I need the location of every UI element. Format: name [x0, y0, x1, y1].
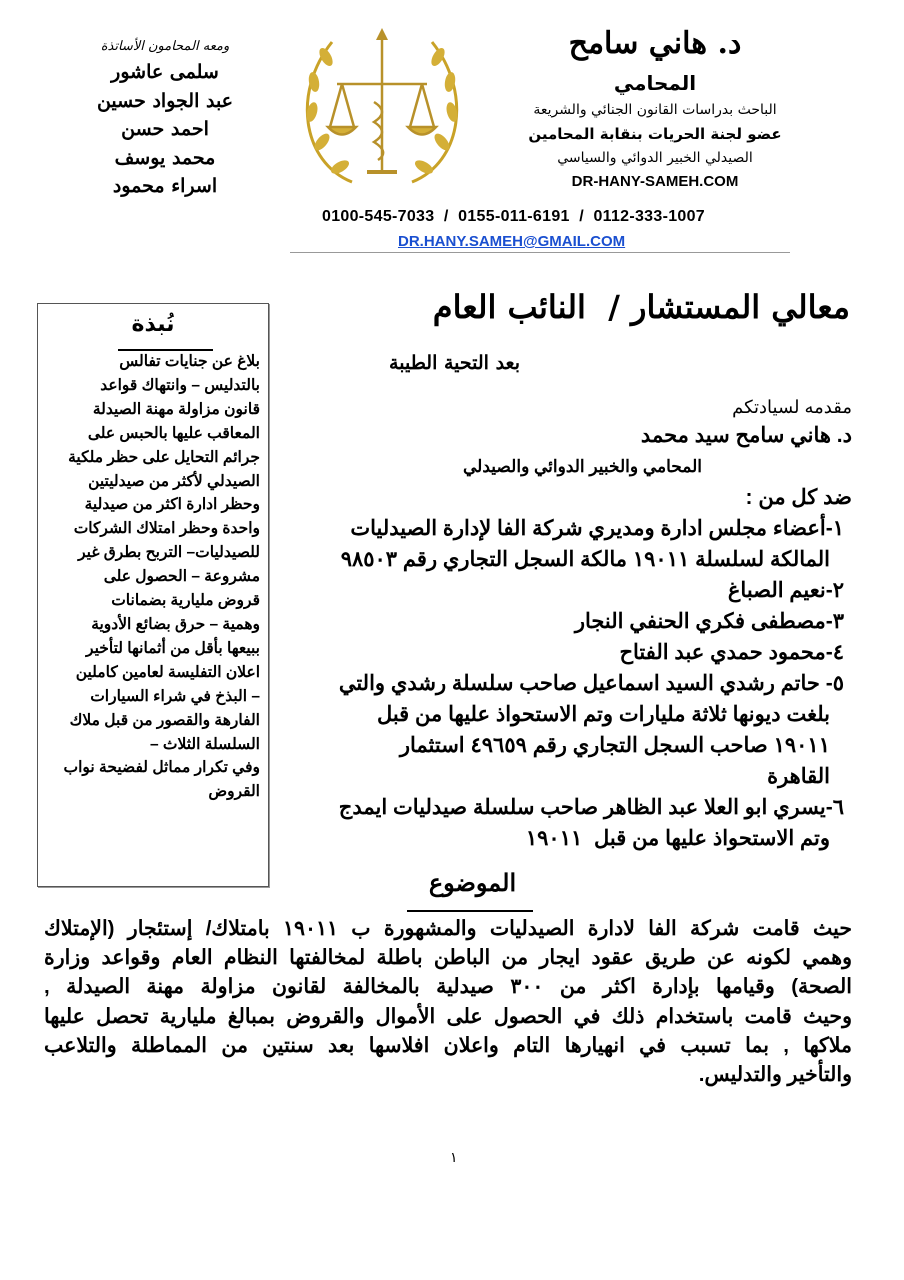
defendant-item: وتم الاستحواذ عليها من قبل ١٩٠١١ [525, 827, 830, 850]
summary-box [37, 303, 269, 887]
scales-of-justice-logo-icon [292, 22, 472, 192]
summary-line: اعلان التفليسة لعامين كاملين [75, 663, 260, 681]
website-link[interactable]: DR-HANY-SAMEH.COM [571, 173, 739, 190]
defendant-item: ٣-مصطفى فكري الحنفي النجار [574, 610, 844, 633]
summary-line: وحظر ادارة اكثر من صيدلية [84, 496, 260, 514]
defendant-item: ٤-محمود حمدي عبد الفتاح [619, 641, 844, 664]
summary-line: القروض [208, 783, 260, 801]
paragraph-line: والتأخير والتدليس. [698, 1063, 852, 1087]
subject-underline [407, 910, 533, 912]
complainant-name: د. هاني سامح سيد محمد [640, 424, 852, 447]
summary-line: وفي تكرار مماثل لفضيحة نواب [63, 759, 260, 777]
summary-line: جرائم التحايل على حظر ملكية [68, 448, 260, 466]
defendant-item: بلغت ديونها ثلاثة مليارات وتم الاستحواذ عليها من قبل [376, 703, 830, 726]
intro-line: مقدمه لسيادتكم [732, 397, 852, 417]
defendant-item: القاهرة [767, 765, 830, 788]
team-member: عبد الجواد حسين [96, 89, 234, 112]
team-list [70, 36, 260, 201]
subject-heading: الموضوع [428, 868, 517, 897]
summary-line: بالتدليس – وانتهاك قواعد [100, 376, 260, 394]
credential-line: الباحث بدراسات القانون الجنائي والشريعة [533, 102, 777, 118]
summary-line: بلاغ عن جنايات تفالس [119, 353, 260, 370]
page-number: ١ [450, 1150, 458, 1166]
phone-numbers: 0100-545-7033 / 0155-011-6191 / 0112-333-1007 [322, 208, 706, 225]
defendant-item: ١٩٠١١ صاحب السجل التجاري رقم ٤٩٦٥٩ استثمار [399, 734, 830, 757]
summary-line: ببيعها بأقل من أثمانها لتأخير [86, 639, 260, 657]
summary-line: واحدة وحظر امتلاك الشركات [73, 520, 260, 538]
paragraph-line: ملاكها , بما تسبب في انهيارها التام واعلان افلاسها بعد سنتين من المماطلة والتلاعب [44, 1033, 852, 1057]
summary-line: – البذخ في شراء السيارات [90, 687, 260, 705]
email-link[interactable]: DR.HANY.SAMEH@GMAIL.COM [398, 233, 626, 250]
paragraph-line: وهمي لكونه عن طريق عقود ايجار من الباطن باطلة لمخالفتها النظام العام وقواعد وزارة [44, 946, 852, 970]
team-member: محمد يوسف [114, 146, 216, 169]
profession: المحامي [613, 71, 697, 95]
defendant-item: ١-أعضاء مجلس ادارة ومديري شركة الفا لإدارة الصيدليات [350, 517, 844, 540]
summary-line: وهمية – حرق بضائع الأدوية [91, 615, 260, 633]
credential-line: الصيدلي الخبير الدوائي والسياسي [557, 150, 753, 166]
paragraph-line: حيث قامت شركة الفا لادارة الصيدليات والمشهورة ب ١٩٠١١ بامتلاك/ إستئجار (الإمتلاك [44, 917, 852, 940]
defendant-item: ٦-يسري ابو العلا عبد الظاهر صاحب سلسلة صيدليات ايمدج [338, 796, 844, 819]
summary-line: قروض مليارية بضمانات [111, 592, 260, 610]
credential-line: عضو لجنة الحريات بنقابة المحامين [528, 125, 782, 143]
header-divider [290, 252, 790, 253]
team-member: اسراء محمود [112, 175, 218, 197]
paragraph-line: وحيث قامت باستخدام ذلك في الحصول على الأموال والقروض بمبالغ مليارية تحصل عليها [44, 1004, 852, 1028]
against-label: ضد كل من : [745, 486, 852, 509]
summary-line: السلسلة الثلاث – [149, 735, 260, 753]
team-intro: ومعه المحامون الأساتذة [100, 39, 230, 54]
summary-line: المعاقب عليها بالحبس على [87, 424, 260, 442]
summary-line: قانون مزاولة مهنة الصيدلة [92, 400, 260, 418]
summary-line: مشروعة – الحصول على [103, 568, 260, 586]
greeting: بعد التحية الطيبة [389, 352, 520, 374]
team-member: سلمى عاشور [111, 61, 219, 83]
summary-line: الفارهة والقصور من قبل ملاك [69, 711, 260, 729]
addressee-title: معالي المستشار / النائب العام [432, 288, 850, 326]
subject-paragraph [44, 914, 852, 1089]
team-member: احمد حسن [121, 118, 209, 140]
letter-body [292, 394, 852, 854]
summary-line: الصيدلي لأكثر من صيدليتين [88, 472, 260, 490]
defendant-item: المالكة لسلسلة ١٩٠١١ مالكة السجل التجاري رقم ٩٨٥٠٣ [340, 548, 830, 571]
defendant-item: ٢-نعيم الصباغ [727, 579, 844, 602]
summary-line: للصيدليات– التربح بطرق غير [78, 544, 260, 562]
complainant-title: المحامي والخبير الدوائي والصيدلي [463, 457, 702, 476]
paragraph-line: الصحة) وقيامها بإدارة اكثر من ٣٠٠ صيدلية بالمخالفة لقانون مزاولة مهنة الصيدلة , [44, 975, 853, 999]
defendant-item: ٥- حاتم رشدي السيد اسماعيل صاحب سلسلة رشدي والتي [338, 672, 844, 695]
lawyer-name: د. هاني سامح [568, 26, 742, 61]
summary-title: نُبذة [131, 312, 175, 337]
letterhead [490, 20, 820, 194]
